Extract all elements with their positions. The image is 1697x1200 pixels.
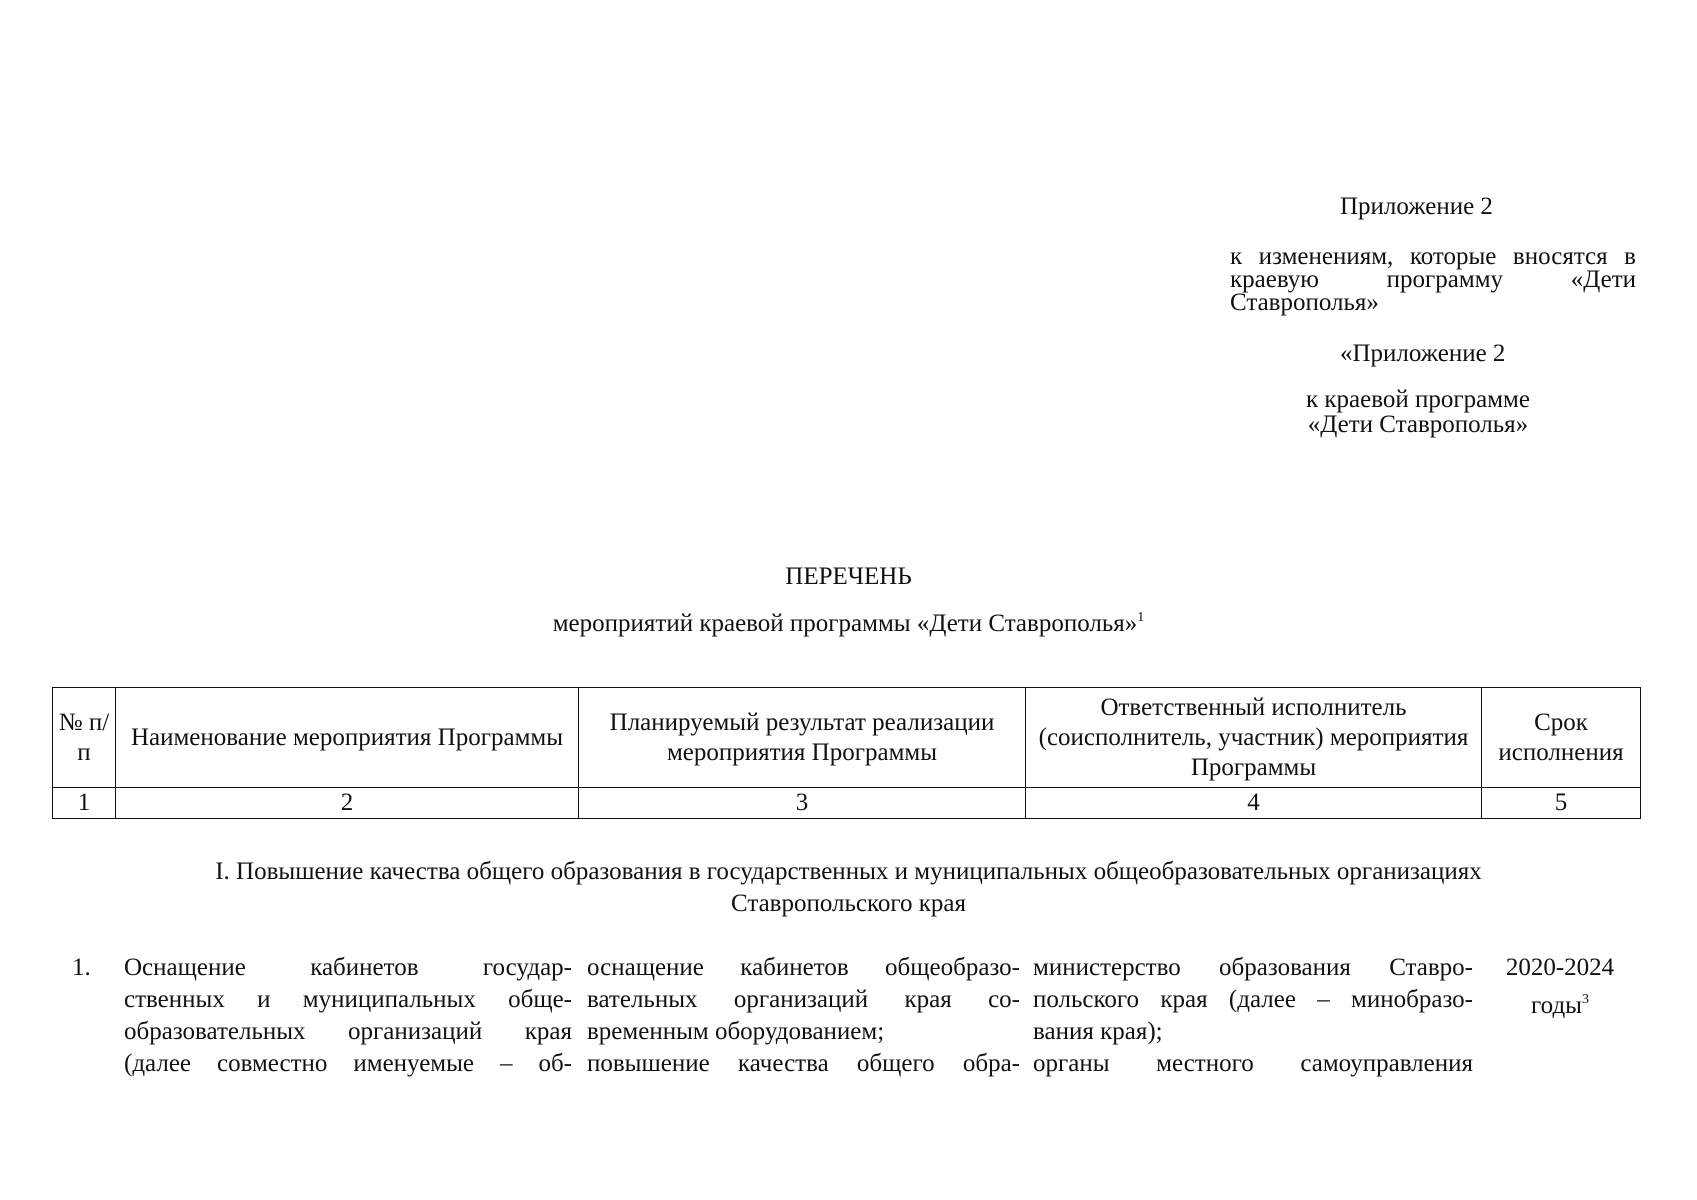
- inner-appendix-text: [1306, 387, 1530, 437]
- header-cell-number: № п/п: [53, 688, 116, 788]
- inner-appendix-title: «Приложение 2: [1340, 340, 1506, 367]
- header-cell-executor: Ответственный исполнитель (соисполнитель, участник) мероприятия Программы: [1026, 688, 1482, 788]
- header-cell-term: Срок исполнения: [1482, 688, 1641, 788]
- activity-name-line: (далее совместно именуемые – об-: [124, 1050, 572, 1077]
- column-number: 2: [116, 788, 579, 819]
- document-title: ПЕРЕЧЕНЬ: [785, 563, 912, 590]
- column-number: 4: [1026, 788, 1482, 819]
- document-subtitle: [0, 610, 1697, 638]
- executor-line: органы местного самоуправления: [1033, 1050, 1473, 1077]
- term-unit: годы: [1531, 992, 1582, 1019]
- section-heading-line: I. Повышение качества общего образования в государственных и муниципальных общеобразовательных организациях: [215, 858, 1482, 885]
- activity-name-line: Оснащение кабинетов государ-: [124, 954, 572, 981]
- row-number: 1.: [72, 954, 91, 981]
- header-cell-activity-name: Наименование мероприятия Программы: [116, 688, 579, 788]
- footnote-marker: 3: [1581, 992, 1589, 1007]
- executor-line: польского края (далее – минобразо-: [1033, 986, 1473, 1013]
- execution-term: [1490, 952, 1630, 1022]
- activities-table-header: [52, 687, 1641, 819]
- column-numbers-row: [53, 788, 1641, 819]
- responsible-executor: [1033, 952, 1473, 1080]
- inner-appendix-line: к краевой программе: [1306, 386, 1530, 413]
- inner-appendix-line: «Дети Ставрополья»: [1307, 411, 1529, 438]
- activity-name-line: ственных и муниципальных обще-: [124, 986, 572, 1013]
- planned-result-line: вательных организаций края со-: [587, 986, 1020, 1013]
- header-cell-planned-result: Планируемый результат реализации мероприятия Программы: [579, 688, 1026, 788]
- header-row: [53, 688, 1641, 788]
- appendix-text: к изменениям, которые вносятся в краевую программу «Дети Ставрополья»: [1230, 243, 1636, 316]
- executor-line: министерство образования Ставро-: [1033, 954, 1473, 981]
- planned-result-line: оснащение кабинетов общеобразо-: [587, 954, 1020, 981]
- activity-name-line: образовательных организаций края: [124, 1018, 572, 1045]
- column-number: 5: [1482, 788, 1641, 819]
- executor-line: вания края);: [1033, 1018, 1163, 1045]
- section-heading: [100, 856, 1597, 920]
- term-unit-line: [1490, 984, 1630, 1022]
- appendix-title: Приложение 2: [1340, 193, 1493, 220]
- document-subtitle-text: мероприятий краевой программы «Дети Ставрополья»: [552, 610, 1138, 637]
- footnote-marker: 1: [1137, 610, 1145, 625]
- column-number: 1: [53, 788, 116, 819]
- planned-result-line: временным оборудованием;: [587, 1018, 885, 1045]
- term-years: 2020-2024: [1505, 954, 1615, 981]
- activity-name: [124, 952, 572, 1080]
- planned-result-line: повышение качества общего обра-: [587, 1050, 1020, 1077]
- column-number: 3: [579, 788, 1026, 819]
- planned-result: [587, 952, 1020, 1080]
- section-heading-line: Ставропольского края: [731, 890, 966, 917]
